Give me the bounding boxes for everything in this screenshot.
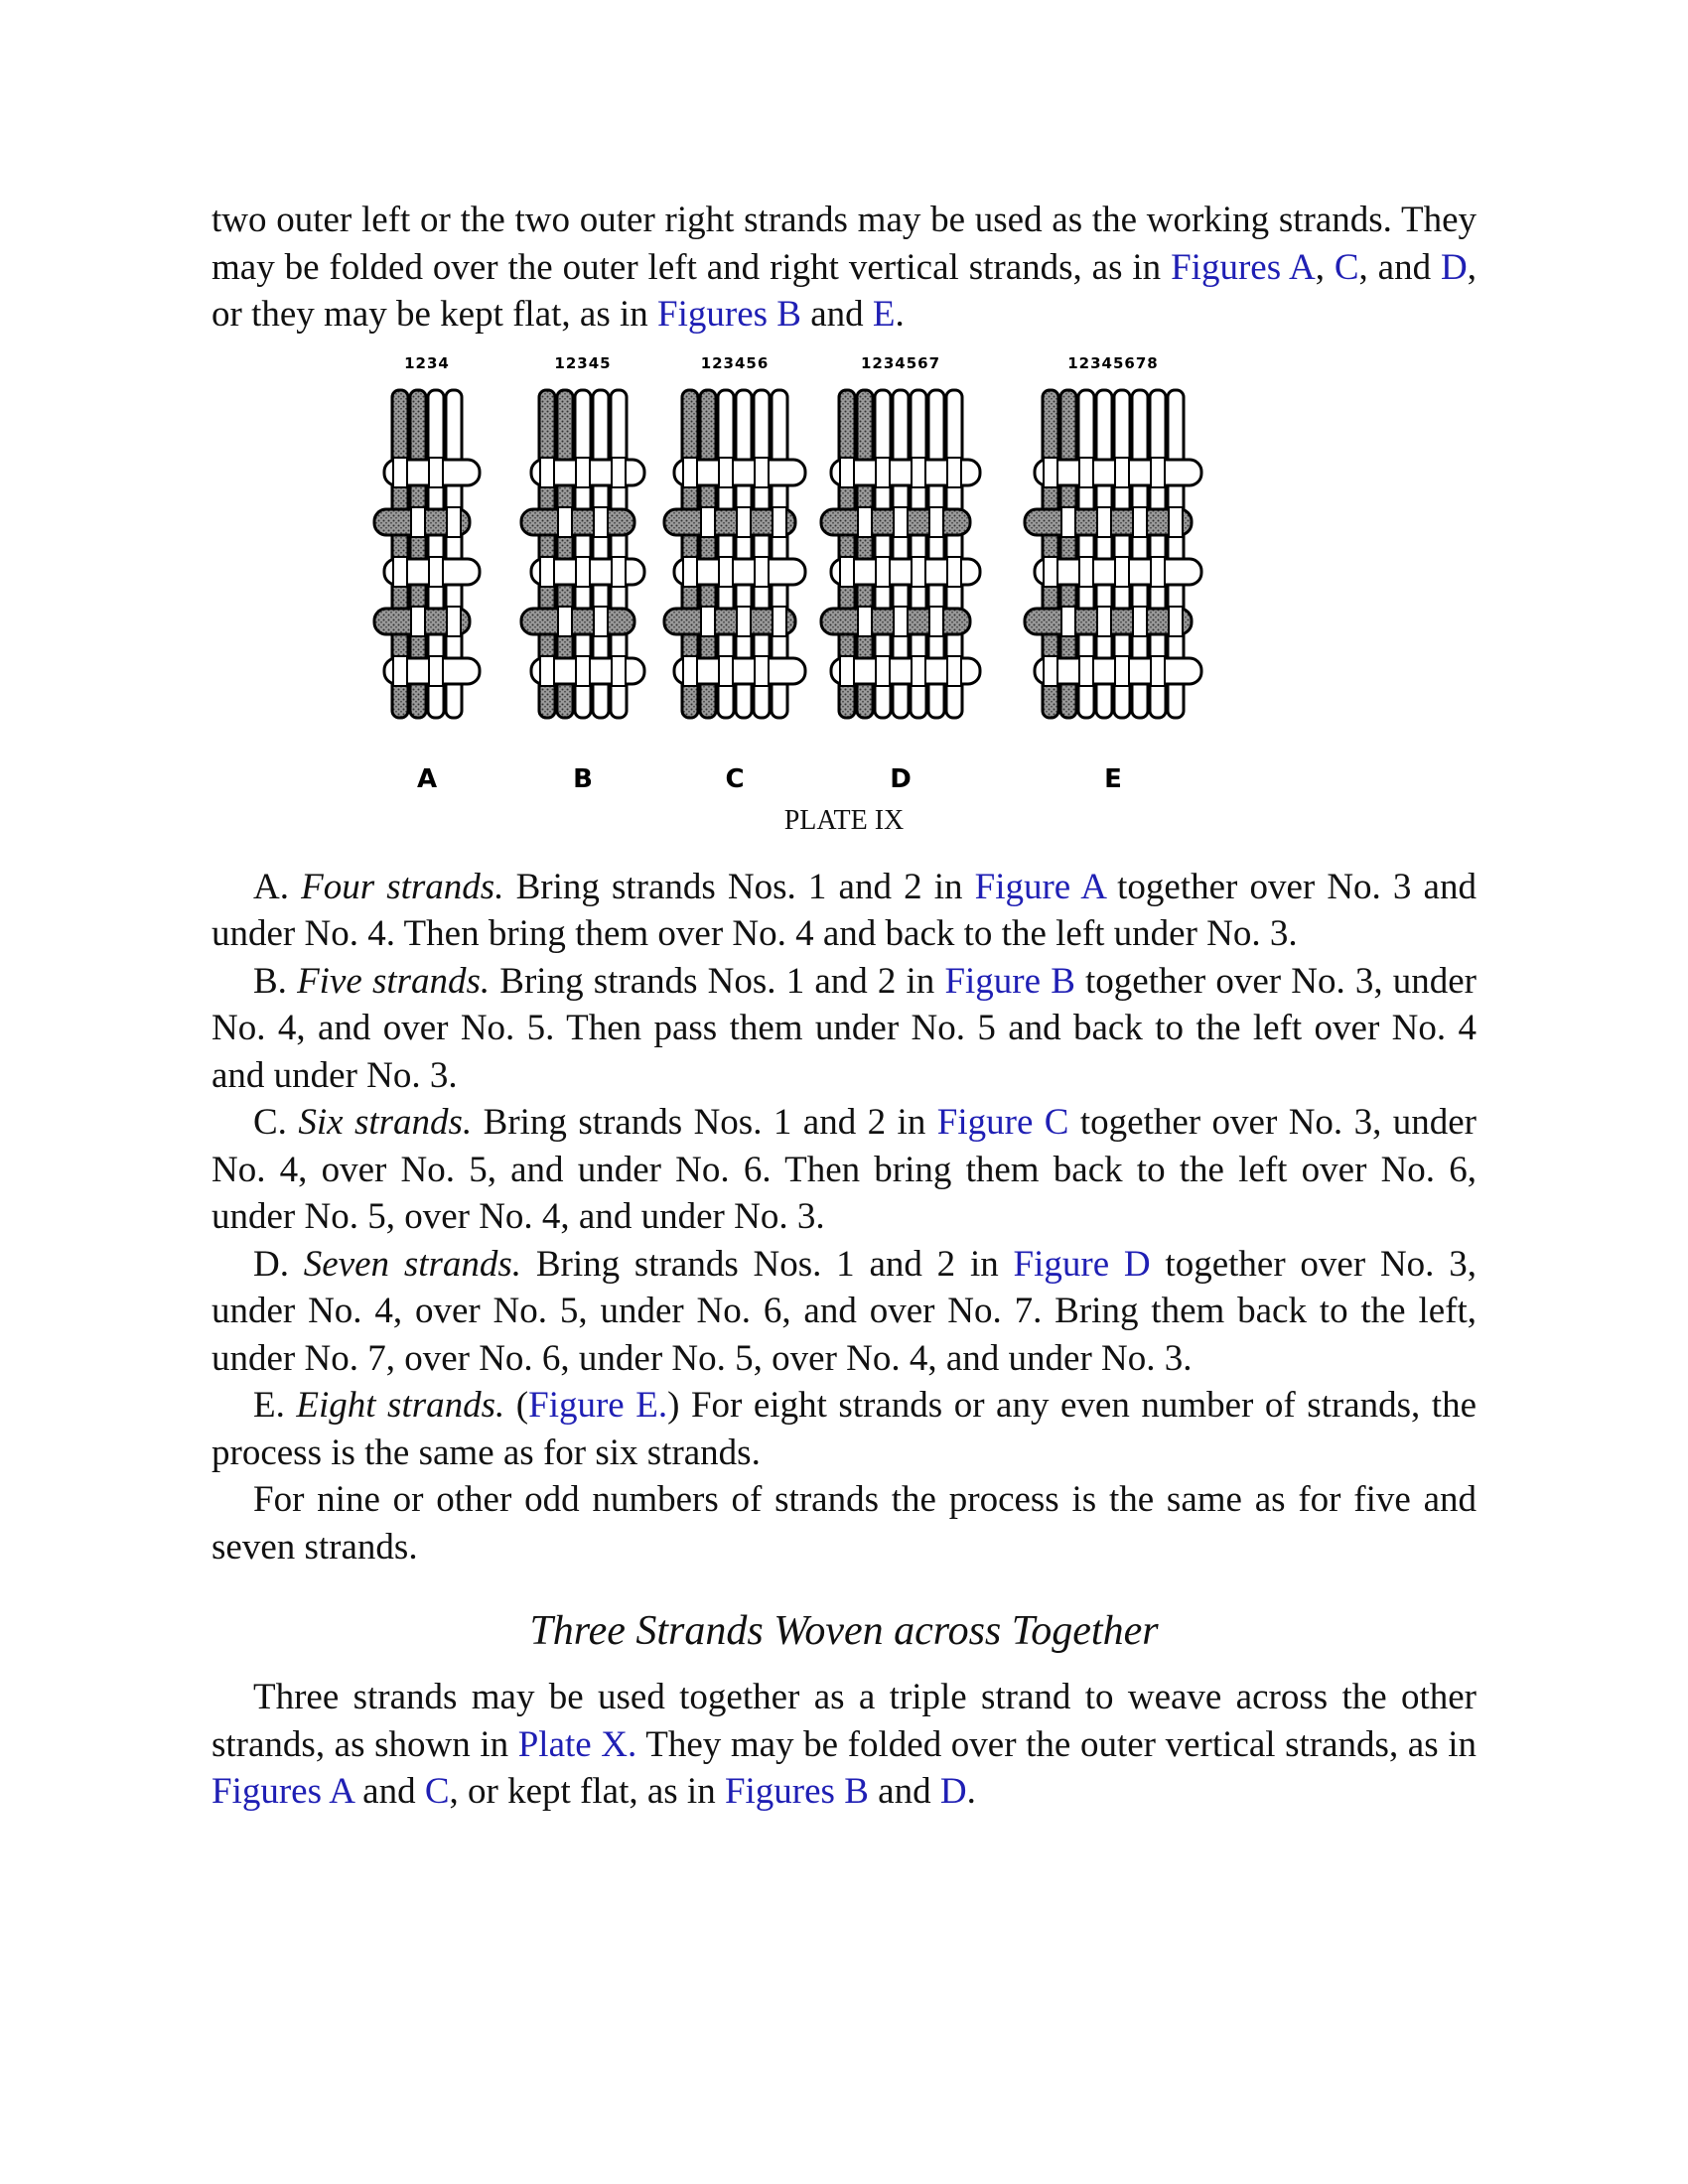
strand-over <box>1044 458 1057 487</box>
step-title: Seven strands. <box>303 1243 522 1285</box>
strand-over <box>894 507 908 537</box>
strand-over <box>540 656 554 686</box>
figure-a-link[interactable]: Figure A <box>974 866 1105 907</box>
strand-over <box>876 557 890 587</box>
strand-over <box>755 458 769 487</box>
strand-over <box>576 557 590 587</box>
strand-over <box>876 458 890 487</box>
step-d: D. Seven strands. Bring strands Nos. 1 and 2 in Figure D together over No. 3, under No. 4, over No. 5, under No. 6, and over No. 7. Bring them back to the left, under No. 7, over No. 6, under No. 5, over No. 4, and under No. 3. <box>211 1243 1477 1379</box>
step-title: Eight strands. <box>296 1385 505 1426</box>
strand-over <box>1151 458 1165 487</box>
strand-over <box>1169 607 1183 636</box>
strand-over <box>1097 607 1111 636</box>
figure-e-link[interactable]: E <box>872 294 896 335</box>
figure-label: E <box>1104 763 1122 794</box>
strand-over <box>773 507 786 537</box>
step-b: B. Five strands. Bring strands Nos. 1 and 2 in Figure B together over No. 3, under No. 4, and over No. 5. Then pass them under No. 5 and back to the left over No. 4 and under No. 3. <box>211 960 1477 1096</box>
braid-figure-d <box>821 354 980 794</box>
strand-over <box>1115 656 1129 686</box>
strand-over <box>393 656 407 686</box>
strand-over <box>1044 656 1057 686</box>
woven-strand <box>521 509 634 535</box>
plate-caption: PLATE IX <box>783 804 905 836</box>
woven-strand <box>521 609 634 634</box>
strand-over <box>912 557 925 587</box>
figure-e-link[interactable]: Figure E. <box>528 1385 668 1426</box>
figures-b-link[interactable]: Figures B <box>724 1771 869 1812</box>
strand-over <box>558 607 572 636</box>
figures-a-link[interactable]: Figures A <box>1171 246 1316 288</box>
strand-over <box>858 507 872 537</box>
strand-over <box>1151 656 1165 686</box>
strand-over <box>683 656 697 686</box>
figure-d-link[interactable]: Figure D <box>1013 1243 1151 1285</box>
strand-over <box>612 557 626 587</box>
step-e: E. Eight strands. (Figure E.) For eight strands or any even number of strands, the process is the same as for six strands. <box>211 1385 1477 1473</box>
strand-over <box>719 557 733 587</box>
strand-over <box>912 458 925 487</box>
figures-a-link[interactable]: Figures A <box>211 1771 353 1812</box>
strand-over <box>429 458 443 487</box>
strand-over <box>594 607 608 636</box>
figures-b-link[interactable]: Figures B <box>657 294 801 335</box>
strand-over <box>411 507 425 537</box>
strand-over <box>1044 557 1057 587</box>
strand-over <box>947 557 961 587</box>
strand-over <box>929 607 943 636</box>
braid-figures <box>372 350 1316 802</box>
strand-numbers: 123456 <box>700 353 770 372</box>
strand-over <box>701 507 715 537</box>
step-title: Six strands. <box>298 1102 473 1143</box>
strand-over <box>840 656 854 686</box>
strand-over <box>737 507 751 537</box>
strand-over <box>755 656 769 686</box>
strand-numbers: 1234 <box>404 353 450 372</box>
strand-over <box>612 656 626 686</box>
strand-numbers: 12345678 <box>1067 353 1159 372</box>
strand-over <box>447 507 461 537</box>
figure-d-link[interactable]: D <box>939 1771 967 1812</box>
strand-over <box>447 607 461 636</box>
strand-over <box>1079 458 1093 487</box>
figure-c-link[interactable]: C <box>424 1771 450 1812</box>
strand-over <box>540 557 554 587</box>
strand-over <box>393 557 407 587</box>
figure-c-link[interactable]: C <box>1334 246 1359 288</box>
strand-over <box>701 607 715 636</box>
strand-over <box>1169 507 1183 537</box>
figure-label: D <box>890 763 912 794</box>
strand-over <box>929 507 943 537</box>
section-paragraph: Three strands may be used together as a triple strand to weave across the other strands, as shown in Plate X. They may be folded over the outer vertical strands, as in Figures A and C, or kept flat, as in Figures B and D. <box>211 1677 1477 1812</box>
strand-over <box>876 656 890 686</box>
strand-over <box>1115 458 1129 487</box>
strand-over <box>1061 607 1075 636</box>
step-a: A. Four strands. Bring strands Nos. 1 and 2 in Figure A together over No. 3 and under No. 4. Then bring them over No. 4 and back to the left under No. 3. <box>211 866 1477 954</box>
strand-numbers: 1234567 <box>860 353 941 372</box>
strand-over <box>558 507 572 537</box>
strand-over <box>576 458 590 487</box>
strand-over <box>594 507 608 537</box>
strand-over <box>1079 557 1093 587</box>
strand-over <box>737 607 751 636</box>
odd-strands-note: For nine or other odd numbers of strands the process is the same as for five and seven strands. <box>211 1479 1477 1568</box>
strand-over <box>755 557 769 587</box>
figure-d-link[interactable]: D <box>1441 246 1468 288</box>
strand-over <box>1097 507 1111 537</box>
step-title: Four strands. <box>301 866 504 907</box>
strand-over <box>840 458 854 487</box>
braid-figure-c <box>664 354 805 794</box>
strand-over <box>858 607 872 636</box>
braid-figure-b <box>521 354 644 794</box>
strand-over <box>947 458 961 487</box>
figure-c-link[interactable]: Figure C <box>936 1102 1069 1143</box>
braid-figure-a <box>374 354 480 794</box>
figure-b-link[interactable]: Figure B <box>944 960 1075 1002</box>
strand-over <box>773 607 786 636</box>
step-title: Five strands. <box>297 960 491 1002</box>
strand-over <box>576 656 590 686</box>
strand-over <box>429 656 443 686</box>
strand-numbers: 12345 <box>554 353 612 372</box>
strand-over <box>683 458 697 487</box>
strand-over <box>540 458 554 487</box>
strand-over <box>1133 607 1147 636</box>
strand-over <box>719 458 733 487</box>
strand-over <box>719 656 733 686</box>
step-c: C. Six strands. Bring strands Nos. 1 and 2 in Figure C together over No. 3, under No. 4, over No. 5, and under No. 6. Then bring them back to the left over No. 6, under No. 5, over No. 4, and under No. 3. <box>211 1102 1477 1237</box>
plate-x-link[interactable]: Plate X. <box>517 1723 637 1765</box>
strand-over <box>947 656 961 686</box>
strand-over <box>1151 557 1165 587</box>
page-content <box>211 197 1477 1816</box>
strand-over <box>393 458 407 487</box>
strand-over <box>683 557 697 587</box>
strand-over <box>429 557 443 587</box>
figure-label: A <box>416 763 438 794</box>
strand-over <box>612 458 626 487</box>
figure-label: C <box>725 763 745 794</box>
strand-over <box>1061 507 1075 537</box>
strand-over <box>840 557 854 587</box>
braid-figure-e <box>1025 354 1201 794</box>
strand-over <box>411 607 425 636</box>
strand-over <box>1133 507 1147 537</box>
figure-label: B <box>573 763 593 794</box>
plate-ix-illustration <box>211 350 1477 802</box>
strand-over <box>1115 557 1129 587</box>
strand-over <box>912 656 925 686</box>
strand-over <box>1079 656 1093 686</box>
intro-paragraph: two outer left or the two outer right strands may be used as the working strands. They may be folded over the outer left and right vertical strands, as in Figures A, C, and D, or they may be kept flat, as in Figures B and E. <box>211 200 1477 335</box>
section-heading: Three Strands Woven across Together <box>529 1608 1159 1654</box>
strand-over <box>894 607 908 636</box>
